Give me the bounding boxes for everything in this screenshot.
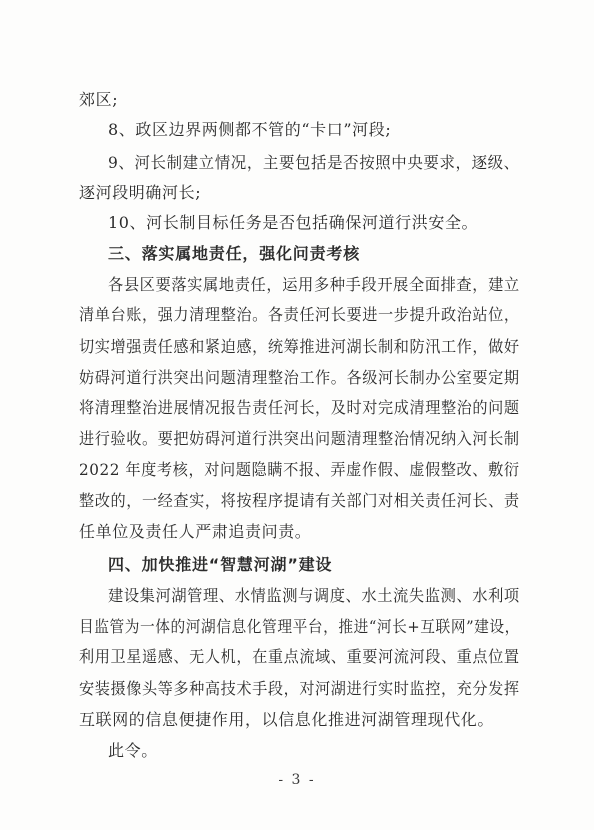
paragraph-line: 妨碍河道行洪突出问题清理整治工作。各级河长制办公室要定期	[79, 368, 520, 387]
section-heading: 三、落实属地责任，强化问责考核	[108, 244, 361, 263]
text-line: 逐河段明确河长;	[79, 183, 202, 202]
page-number: - 3 -	[278, 772, 316, 788]
paragraph-line: 任单位及责任人严肃追责问责。	[79, 522, 312, 541]
paragraph-line: 将清理整治进展情况报告责任河长，及时对完成清理整治的问题	[79, 398, 520, 417]
paragraph-line: 各县区要落实属地责任，运用多种手段开展全面排查，建立	[108, 275, 520, 294]
paragraph-line: 进行验收。要把妨碍河道行洪突出问题清理整治情况纳入河长制	[79, 429, 520, 448]
closing-line: 此令。	[108, 741, 158, 760]
paragraph-line: 整改的，一经查实，将按程序提请有关部门对相关责任河长、责	[79, 491, 520, 510]
list-item: 10、河长制目标任务是否包括确保河道行洪安全。	[108, 213, 479, 232]
paragraph-line: 清单台账，强力清理整治。各责任河长要进一步提升政治站位，	[79, 305, 520, 324]
paragraph-line: 互联网的信息便捷作用，以信息化推进河湖管理现代化。	[79, 710, 495, 729]
list-item: 9、河长制建立情况，主要包括是否按照中央要求，逐级、	[108, 153, 520, 172]
list-item: 8、政区边界两侧都不管的“卡口”河段;	[108, 120, 392, 139]
paragraph-line: 建设集河湖管理、水情监测与调度、水土流失监测、水利项	[108, 586, 520, 605]
section-heading: 四、加快推进“智慧河湖”建设	[108, 555, 333, 574]
paragraph-line: 安装摄像头等多种高技术手段，对河湖进行实时监控，充分发挥	[79, 679, 520, 698]
text-line: 郊区;	[79, 90, 119, 109]
paragraph-line: 利用卫星遥感、无人机，在重点流域、重要河流河段、重点位置	[79, 647, 520, 666]
paragraph-line: 目监管为一体的河湖信息化管理平台，推进“河长+互联网”建设，	[79, 617, 520, 636]
paragraph-line: 2022 年度考核，对问题隐瞒不报、弄虚作假、虚假整改、敷衍	[79, 460, 520, 479]
paragraph-line: 切实增强责任感和紧迫感，统筹推进河湖长制和防汛工作，做好	[79, 337, 520, 356]
